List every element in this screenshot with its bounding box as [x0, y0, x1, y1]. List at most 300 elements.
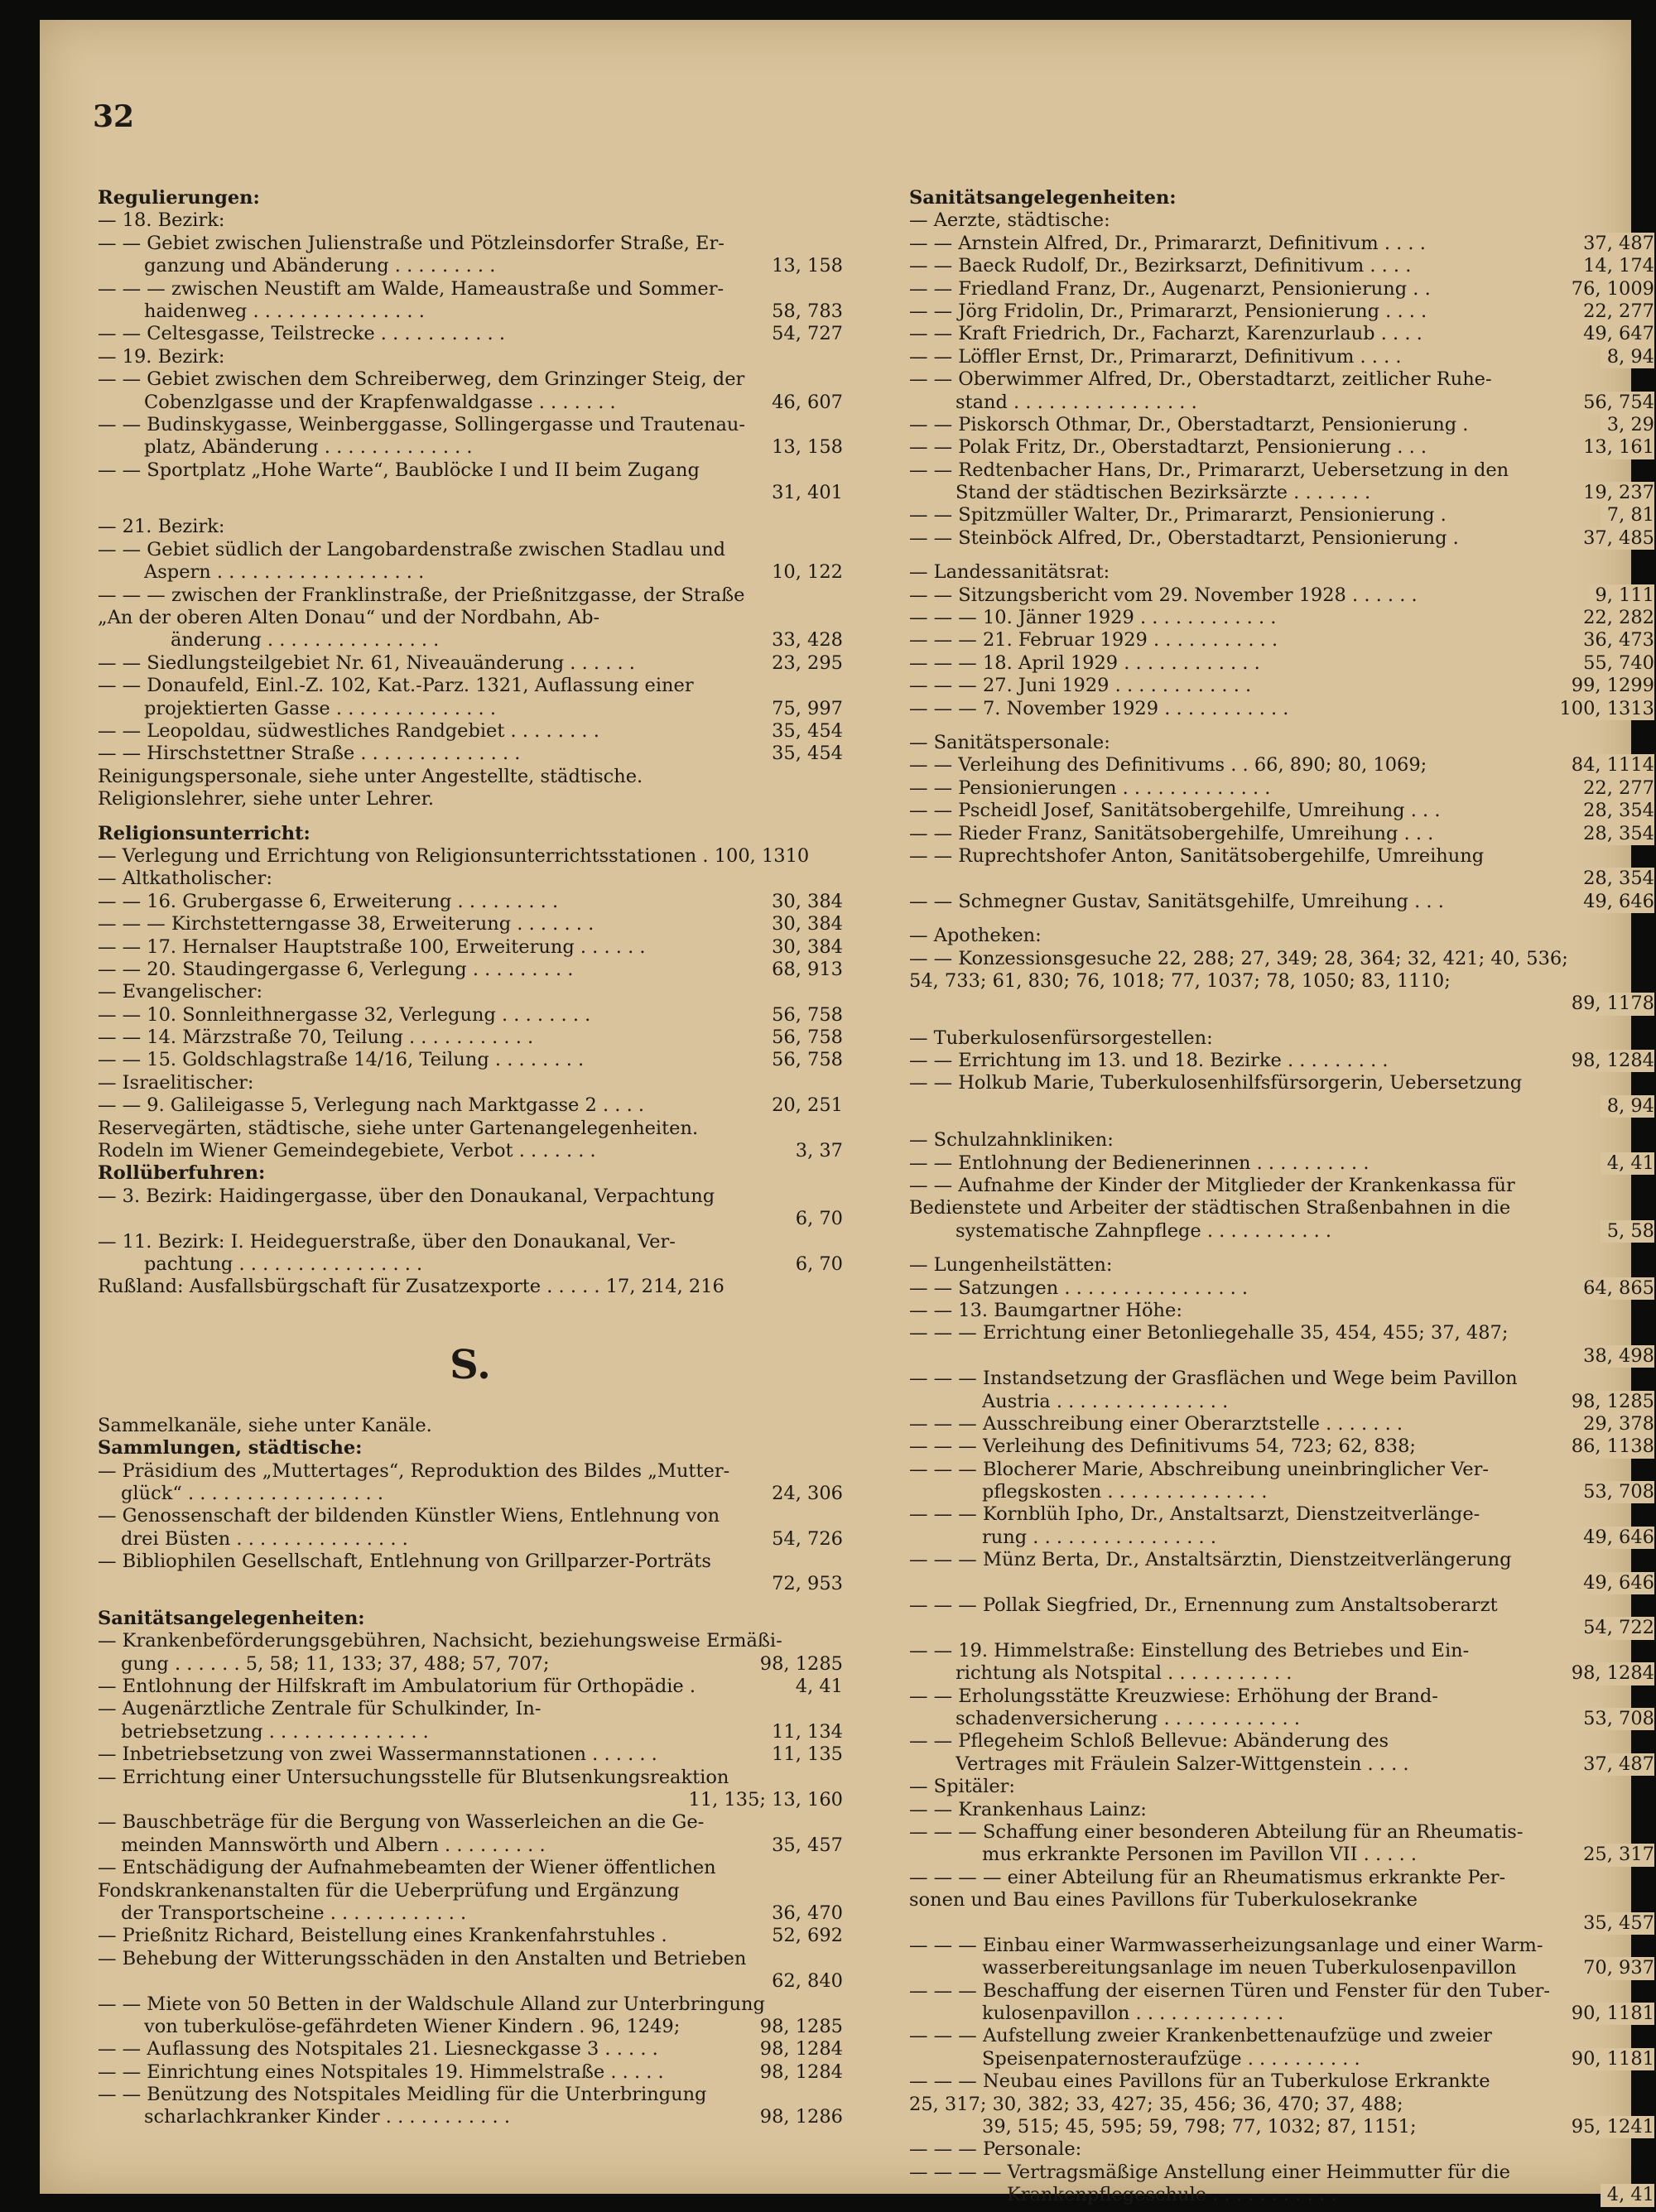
index-entry	[909, 482, 1654, 504]
index-entry	[909, 1594, 1654, 1617]
index-entry	[98, 652, 843, 675]
entry-text: — Lungenheilstätten:	[909, 1254, 1113, 1277]
index-entry	[98, 1049, 843, 1071]
entry-reference: 13, 158	[765, 255, 843, 277]
entry-reference: 5, 58	[1601, 1220, 1654, 1243]
entry-text: — — — Neubau eines Pavillons für an Tuberkulose Erkrankte	[909, 2070, 1490, 2093]
entry-text: — Augenärztliche Zentrale für Schulkinder, In-	[98, 1698, 542, 1720]
entry-reference: 58, 783	[765, 301, 843, 323]
entry-text: Rollüberfuhren:	[98, 1162, 266, 1185]
entry-text: — — Einrichtung eines Notspitales 19. Himmelstraße . . . . .	[98, 2061, 664, 2083]
entry-text: haidenweg . . . . . . . . . . . . . . .	[144, 300, 425, 322]
entry-text: — — Löffler Ernst, Dr., Primararzt, Definitivum . . . .	[909, 345, 1402, 368]
entry-reference: 31, 401	[765, 482, 843, 504]
entry-reference: 35, 454	[765, 743, 843, 765]
index-entry	[98, 1551, 843, 1573]
index-entry	[909, 1095, 1654, 1118]
index-entry	[909, 2094, 1654, 2116]
entry-text: — Aerzte, städtische:	[909, 209, 1110, 232]
entry-reference: 98, 1284	[753, 2061, 843, 2084]
index-entry	[98, 1231, 843, 1253]
index-entry	[98, 2084, 843, 2106]
index-entry	[909, 1277, 1654, 1300]
index-entry	[98, 891, 843, 913]
entry-text: scharlachkranker Kinder . . . . . . . . . . .	[144, 2106, 510, 2128]
index-entry	[98, 2106, 843, 2128]
entry-reference: 9, 111	[1588, 584, 1654, 607]
entry-reference: 30, 384	[765, 913, 843, 935]
index-entry	[98, 1528, 843, 1551]
entry-reference: 98, 1284	[1565, 1050, 1654, 1072]
index-entry	[98, 629, 843, 652]
entry-text: — — Kraft Friedrich, Dr., Facharzt, Karenzurlaub . . . .	[909, 323, 1423, 345]
entry-text: — — Verleihung des Definitivums . . 66, 890; 80, 1069;	[909, 754, 1427, 777]
entry-reference: 36, 473	[1577, 629, 1654, 652]
index-entry	[909, 1050, 1654, 1072]
right-column	[909, 187, 1654, 2207]
index-entry	[98, 1094, 843, 1117]
index-entry	[98, 209, 843, 232]
index-entry	[98, 392, 843, 414]
index-entry	[909, 255, 1654, 277]
entry-text: — — Miete von 50 Betten in der Waldschule Alland zur Unterbringung	[98, 1993, 765, 2015]
entry-reference: 28, 354	[1577, 800, 1654, 822]
entry-text: — — Ruprechtshofer Anton, Sanitätsobergehilfe, Umreihung	[909, 844, 1485, 867]
entry-text: — — Jörg Fridolin, Dr., Primararzt, Pensionierung . . . .	[909, 300, 1427, 322]
index-entry	[98, 720, 843, 743]
entry-text: — — Celtesgasse, Teilstrecke . . . . . . . . . . .	[98, 323, 505, 345]
index-entry	[909, 1072, 1654, 1094]
entry-text: — — — zwischen Neustift am Walde, Hameaustraße und Sommer-	[98, 277, 724, 300]
entry-text: — — Oberwimmer Alfred, Dr., Oberstadtarzt, zeitlicher Ruhe-	[909, 368, 1492, 391]
entry-text: — — Pensionierungen . . . . . . . . . . . . .	[909, 777, 1271, 799]
entry-reference: 8, 94	[1601, 1095, 1654, 1118]
index-entry	[98, 584, 843, 607]
page-number: 32	[93, 99, 135, 134]
index-entry	[98, 675, 843, 697]
entry-text: — — — Beschaffung der eisernen Türen und Fenster für den Tuber-	[909, 1979, 1550, 2002]
entry-text: — — Sportplatz „Hohe Warte“, Baublöcke I und II beim Zugang	[98, 459, 700, 481]
entry-reference: 49, 646	[1577, 1572, 1654, 1594]
entry-text: — — 10. Sonnleithnergasse 32, Verlegung . . . . . . . .	[98, 1003, 591, 1026]
index-entry	[909, 1481, 1654, 1503]
index-entry	[98, 1208, 843, 1230]
index-entry	[98, 1573, 843, 1595]
entry-reference: 72, 953	[765, 1573, 843, 1595]
entry-text: pflegskosten . . . . . . . . . . . . . .	[982, 1481, 1268, 1503]
index-entry	[909, 925, 1654, 947]
entry-text: — — — Kornblüh Ipho, Dr., Anstaltsarzt, Dienstzeitverlänge-	[909, 1503, 1480, 1526]
index-entry	[98, 1767, 843, 1789]
index-entry	[98, 2038, 843, 2061]
index-entry	[909, 823, 1654, 845]
index-entry	[98, 1698, 843, 1720]
entry-text: — Bauschbeträge für die Bergung von Wasserleichen an die Ge-	[98, 1811, 705, 1834]
entry-reference: 30, 384	[765, 891, 843, 913]
entry-text: Reinigungspersonale, siehe unter Angestellte, städtische.	[98, 765, 643, 787]
index-entry	[909, 1254, 1654, 1277]
entry-text: — — — Schaffung einer besonderen Abteilung für an Rheumatis-	[909, 1820, 1524, 1843]
index-entry	[909, 675, 1654, 697]
entry-text: — — — Kirchstetterngasse 38, Erweiterung . . . . . . .	[98, 913, 595, 935]
entry-reference: 20, 251	[765, 1094, 843, 1117]
index-entry	[909, 1549, 1654, 1571]
index-entry	[909, 2116, 1654, 2138]
entry-text: — — Pscheidl Josef, Sanitätsobergehilfe, Umreihung . . .	[909, 800, 1441, 822]
entry-text: — — — Aufstellung zweier Krankenbettenaufzüge und zweier	[909, 2025, 1492, 2047]
index-entry	[909, 323, 1654, 345]
entry-text: — — Donaufeld, Einl.-Z. 102, Kat.-Parz. 1321, Auflassung einer	[98, 675, 694, 697]
index-entry	[98, 698, 843, 720]
index-entry	[909, 436, 1654, 459]
entry-text: — — Gebiet südlich der Langobardenstraße zwischen Stadlau und	[98, 538, 726, 560]
entry-text: Cobenzlgasse und der Krapfenwaldgasse . . . . . . .	[144, 391, 616, 413]
entry-text: — — Gebiet zwischen dem Schreiberweg, dem Grinzinger Steig, der	[98, 368, 745, 391]
index-entry	[98, 1004, 843, 1027]
spacer	[98, 504, 843, 516]
entry-text: — — Spitzmüller Walter, Dr., Primararzt, Pensionierung .	[909, 504, 1447, 527]
entry-reference: 37, 487	[1577, 233, 1654, 255]
index-entry	[909, 584, 1654, 607]
entry-text: stand . . . . . . . . . . . . . . . .	[956, 391, 1197, 413]
entry-reference: 54, 726	[765, 1528, 843, 1551]
index-entry	[98, 1276, 843, 1298]
entry-text: — Krankenbeförderungsgebühren, Nachsicht, beziehungsweise Ermäßi-	[98, 1630, 782, 1652]
index-entry	[98, 1608, 843, 1630]
index-entry	[98, 1027, 843, 1049]
entry-text: gung . . . . . . 5, 58; 11, 133; 37, 488; 57, 707;	[121, 1652, 550, 1675]
index-entry	[98, 1880, 843, 1902]
index-entry	[909, 1027, 1654, 1050]
entry-reference: 49, 646	[1577, 891, 1654, 913]
entry-text: richtung als Notspital . . . . . . . . . . .	[956, 1662, 1293, 1685]
entry-reference: 13, 161	[1577, 436, 1654, 459]
entry-reference: 86, 1138	[1565, 1435, 1654, 1458]
entry-text: 54, 733; 61, 830; 76, 1018; 77, 1037; 78, 1050; 83, 1110;	[909, 969, 1451, 992]
index-entry	[909, 2048, 1654, 2070]
entry-text: — Spitäler:	[909, 1776, 1015, 1798]
index-entry	[98, 743, 843, 765]
entry-text: — — — 7. November 1929 . . . . . . . . . . .	[909, 697, 1289, 719]
entry-text: — Israelitischer:	[98, 1071, 254, 1094]
index-entry	[98, 323, 843, 345]
entry-text: — — — Instandsetzung der Grasflächen und Wege beim Pavillon	[909, 1368, 1518, 1390]
entry-text: — 18. Bezirk:	[98, 209, 225, 232]
index-entry	[98, 1437, 843, 1459]
spacer	[909, 1118, 1654, 1129]
index-entry	[98, 1902, 843, 1925]
entry-reference: 30, 384	[765, 936, 843, 959]
entry-reference: 35, 457	[765, 1835, 843, 1857]
entry-text: — — Erholungsstätte Kreuzwiese: Erhöhung der Brand-	[909, 1685, 1438, 1707]
entry-reference: 90, 1181	[1565, 2048, 1654, 2070]
index-entry	[909, 392, 1654, 414]
index-entry	[909, 1345, 1654, 1368]
entry-text: — — — Ausschreibung einer Oberarztstelle . . . . . . .	[909, 1412, 1403, 1435]
entry-text: — — — — einer Abteilung für an Rheumatismus erkrankte Per-	[909, 1866, 1506, 1888]
entry-reference: 28, 354	[1577, 823, 1654, 845]
entry-reference: 55, 740	[1577, 652, 1654, 675]
entry-text: — — 16. Grubergasse 6, Erweiterung . . . . . . . . .	[98, 890, 559, 912]
entry-text: Speisenpaternosteraufzüge . . . . . . . . . .	[982, 2047, 1360, 2070]
entry-reference: 4, 41	[1601, 2184, 1654, 2206]
entry-text: — — Pflegeheim Schloß Bellevue: Abänderung des	[909, 1730, 1389, 1753]
entry-text: — — Schmegner Gustav, Sanitätsgehilfe, Umreihung . . .	[909, 890, 1444, 912]
entry-reference: 76, 1009	[1565, 278, 1654, 301]
entry-text: Regulierungen:	[98, 187, 260, 209]
entry-text: Rußland: Ausfallsbürgschaft für Zusatzexporte . . . . . 17, 214, 216	[98, 1276, 724, 1298]
entry-text: — — Budinskygasse, Weinberggasse, Sollingergasse und Trautenau-	[98, 413, 745, 435]
index-entry	[909, 845, 1654, 868]
entry-reference: 64, 865	[1577, 1277, 1654, 1300]
index-entry	[98, 1118, 843, 1140]
entry-reference: 23, 295	[765, 652, 843, 675]
index-entry	[909, 891, 1654, 913]
entry-text: — Tuberkulosenfürsorgestellen:	[909, 1027, 1213, 1049]
entry-reference: 29, 378	[1577, 1413, 1654, 1435]
entry-reference: 33, 428	[765, 629, 843, 652]
index-entry	[98, 607, 843, 629]
index-entry	[909, 561, 1654, 584]
entry-text: von tuberkulöse-gefährdeten Wiener Kindern . 96, 1249;	[144, 2015, 681, 2037]
index-entry	[909, 1617, 1654, 1639]
index-entry	[909, 1980, 1654, 2003]
entry-text: betriebsetzung . . . . . . . . . . . . . .	[121, 1720, 429, 1743]
index-entry	[98, 255, 843, 277]
index-entry	[98, 1676, 843, 1698]
index-entry	[909, 948, 1654, 970]
index-entry	[909, 2070, 1654, 2093]
index-entry	[98, 1993, 843, 2016]
entry-text: — Verlegung und Errichtung von Religionsunterrichtsstationen . 100, 1310	[98, 844, 810, 867]
index-entry	[909, 278, 1654, 301]
entry-reference: 56, 758	[765, 1049, 843, 1071]
index-entry	[909, 1527, 1654, 1549]
entry-reference: 95, 1241	[1565, 2116, 1654, 2138]
index-entry	[98, 1460, 843, 1483]
index-entry	[98, 278, 843, 301]
entry-text: rung . . . . . . . . . . . . . . . .	[982, 1526, 1217, 1548]
entry-text: — — Arnstein Alfred, Dr., Primararzt, Definitivum . . . .	[909, 232, 1426, 254]
entry-text: — — — 10. Jänner 1929 . . . . . . . . . . . .	[909, 607, 1277, 629]
entry-reference: 98, 1285	[753, 2016, 843, 2038]
index-entry	[98, 1505, 843, 1527]
index-entry	[909, 993, 1654, 1015]
index-entry	[909, 1391, 1654, 1413]
index-entry	[909, 1708, 1654, 1730]
index-entry	[909, 2003, 1654, 2025]
entry-text: Sammelkanäle, siehe unter Kanäle.	[98, 1414, 432, 1436]
entry-reference: 35, 454	[765, 720, 843, 743]
index-entry	[909, 800, 1654, 822]
entry-reference: 11, 135; 13, 160	[682, 1789, 844, 1811]
entry-text: Sammlungen, städtische:	[98, 1437, 363, 1459]
entry-reference: 35, 457	[1577, 1912, 1654, 1935]
spacer	[909, 1243, 1654, 1254]
entry-text: — — Auflassung des Notspitales 21. Liesneckgasse 3 . . . . .	[98, 2038, 658, 2061]
index-entry	[98, 482, 843, 504]
entry-text: Rodeln im Wiener Gemeindegebiete, Verbot . . . . . . .	[98, 1140, 596, 1162]
entry-reference: 84, 1114	[1565, 754, 1654, 777]
entry-reference: 28, 354	[1577, 868, 1654, 890]
left-column	[98, 187, 843, 2129]
entry-text: pachtung . . . . . . . . . . . . . . . .	[144, 1253, 423, 1275]
entry-text: — — — 21. Februar 1929 . . . . . . . . . . .	[909, 629, 1278, 652]
entry-reference: 37, 487	[1577, 1753, 1654, 1776]
entry-text: sonen und Bau eines Pavillons für Tuberkulosekranke	[909, 1889, 1418, 1911]
index-entry	[909, 652, 1654, 675]
entry-text: — — Holkub Marie, Tuberkulosenhilfsfürsorgerin, Uebersetzung	[909, 1072, 1523, 1094]
entry-reference: 54, 722	[1577, 1617, 1654, 1639]
entry-reference: 3, 29	[1601, 414, 1654, 436]
index-entry	[909, 527, 1654, 550]
index-entry	[909, 1220, 1654, 1243]
entry-reference: 99, 1299	[1565, 675, 1654, 697]
index-entry	[98, 1185, 843, 1208]
entry-text: — — — 18. April 1929 . . . . . . . . . . . .	[909, 652, 1260, 674]
index-entry	[909, 1821, 1654, 1844]
section-letter: S.	[450, 1341, 491, 1388]
entry-text: — — — Verleihung des Definitivums 54, 723; 62, 838;	[909, 1435, 1416, 1458]
entry-text: — Entschädigung der Aufnahmebeamten der Wiener öffentlichen	[98, 1857, 716, 1879]
entry-reference: 100, 1313	[1552, 698, 1654, 720]
entry-text: „An der oberen Alten Donau“ und der Nordbahn, Ab-	[98, 607, 600, 629]
entry-text: wasserbereitungsanlage im neuen Tuberkulosenpavillon	[982, 1957, 1517, 1979]
entry-reference: 56, 754	[1577, 392, 1654, 414]
entry-text: — — 9. Galileigasse 5, Verlegung nach Marktgasse 2 . . . .	[98, 1094, 645, 1117]
entry-text: Fondskrankenanstalten für die Ueberprüfung und Ergänzung	[98, 1879, 680, 1902]
entry-text: Stand der städtischen Bezirksärzte . . . . . . .	[956, 482, 1371, 504]
entry-text: 25, 317; 30, 382; 33, 427; 35, 456; 36, 470; 37, 488;	[909, 2093, 1403, 2115]
entry-text: glück“ . . . . . . . . . . . . . . . . .	[121, 1482, 383, 1504]
entry-reference: 6, 70	[789, 1253, 843, 1276]
index-entry	[98, 1789, 843, 1811]
index-entry	[909, 698, 1654, 720]
index-entry	[909, 607, 1654, 629]
index-entry	[909, 346, 1654, 368]
entry-text: — — Siedlungsteilgebiet Nr. 61, Niveauänderung . . . . . .	[98, 652, 635, 674]
index-entry	[909, 1844, 1654, 1866]
entry-text: — — — 27. Juni 1929 . . . . . . . . . . . .	[909, 675, 1252, 697]
entry-text: — — Aufnahme der Kinder der Mitglieder der Krankenkassa für	[909, 1175, 1515, 1197]
entry-reference: 75, 997	[765, 698, 843, 720]
index-entry	[98, 981, 843, 1003]
entry-text: Reservegärten, städtische, siehe unter Gartenangelegenheiten.	[98, 1117, 699, 1139]
index-entry	[909, 2162, 1654, 2184]
entry-text: Religionsunterricht:	[98, 822, 310, 844]
index-entry	[909, 1912, 1654, 1935]
entry-text: — 3. Bezirk: Haidingergasse, über den Donaukanal, Verpachtung	[98, 1185, 715, 1207]
index-entry	[98, 414, 843, 436]
entry-text: — Genossenschaft der bildenden Künstler Wiens, Entlehnung von	[98, 1505, 720, 1527]
index-entry	[98, 459, 843, 482]
entry-reference: 19, 237	[1577, 482, 1654, 504]
index-entry	[98, 301, 843, 323]
entry-text: — Schulzahnkliniken:	[909, 1129, 1114, 1152]
index-entry	[909, 1572, 1654, 1594]
index-entry	[909, 1197, 1654, 1219]
entry-text: platz, Abänderung . . . . . . . . . . . . .	[144, 436, 473, 459]
index-entry	[909, 1640, 1654, 1662]
index-entry	[909, 868, 1654, 890]
index-entry	[98, 1162, 843, 1185]
entry-text: — — 19. Himmelstraße: Einstellung des Betriebes und Ein-	[909, 1639, 1470, 1661]
entry-text: — — — Personale:	[909, 2138, 1082, 2161]
entry-text: — 11. Bezirk: I. Heideguerstraße, über den Donaukanal, Ver-	[98, 1230, 676, 1253]
index-entry	[98, 1925, 843, 1947]
entry-text: — — Piskorsch Othmar, Dr., Oberstadtarzt, Pensionierung .	[909, 413, 1469, 435]
entry-text: Austria . . . . . . . . . . . . . . .	[982, 1390, 1229, 1412]
index-entry	[98, 936, 843, 959]
entry-text: — Apotheken:	[909, 925, 1042, 947]
index-entry	[909, 1300, 1654, 1322]
entry-text: drei Büsten . . . . . . . . . . . . . . .	[121, 1527, 408, 1550]
entry-text: — — — — Vertragsmäßige Anstellung einer Heimmutter für die	[909, 2161, 1510, 2183]
entry-reference: 52, 692	[765, 1925, 843, 1947]
entry-reference: 98, 1284	[753, 2038, 843, 2061]
index-entry	[909, 187, 1654, 209]
entry-text: — — Baeck Rudolf, Dr., Bezirksarzt, Definitivum . . . .	[909, 255, 1412, 277]
entry-text: — — Satzungen . . . . . . . . . . . . . . . .	[909, 1277, 1249, 1299]
entry-text: — — Leopoldau, südwestliches Randgebiet . . . . . . . .	[98, 719, 599, 742]
entry-reference: 89, 1178	[1565, 993, 1654, 1015]
entry-text: systematische Zahnpflege . . . . . . . . . . .	[956, 1219, 1332, 1242]
index-entry	[98, 516, 843, 538]
index-entry	[98, 1253, 843, 1276]
page-sheet	[40, 20, 1654, 2206]
entry-text: — — Konzessionsgesuche 22, 288; 27, 349; 28, 364; 32, 421; 40, 536;	[909, 947, 1568, 969]
entry-text: — 19. Bezirk:	[98, 345, 225, 368]
spacer	[98, 1596, 843, 1608]
entry-text: — Inbetriebsetzung von zwei Wassermannstationen . . . . . .	[98, 1743, 657, 1766]
entry-text: Aspern . . . . . . . . . . . . . . . . . .	[144, 561, 425, 584]
index-entry	[909, 1957, 1654, 1979]
index-entry	[98, 436, 843, 459]
index-entry	[98, 539, 843, 561]
index-entry	[909, 754, 1654, 777]
spacer	[98, 811, 843, 823]
index-entry	[98, 1140, 843, 1162]
entry-reference: 22, 277	[1577, 301, 1654, 323]
index-entry	[909, 368, 1654, 391]
entry-reference: 98, 1286	[753, 2106, 843, 2128]
index-entry	[98, 868, 843, 890]
entry-text: — — — Blocherer Marie, Abschreibung uneinbringlicher Ver-	[909, 1458, 1489, 1480]
entry-reference: 11, 135	[765, 1743, 843, 1766]
entry-reference: 3, 37	[789, 1140, 843, 1162]
index-entry	[909, 732, 1654, 754]
entry-text: — — Gebiet zwischen Julienstraße und Pötzleinsdorfer Straße, Er-	[98, 232, 724, 254]
entry-reference: 36, 470	[765, 1902, 843, 1925]
index-entry	[909, 1776, 1654, 1798]
entry-reference: 38, 498	[1577, 1345, 1654, 1368]
index-entry	[98, 1483, 843, 1505]
entry-text: — — Benützung des Notspitales Meidling für die Unterbringung	[98, 2084, 707, 2106]
index-entry	[909, 233, 1654, 255]
index-entry	[909, 777, 1654, 800]
entry-reference: 54, 727	[765, 323, 843, 345]
index-entry	[909, 414, 1654, 436]
entry-text: — — Steinböck Alfred, Dr., Oberstadtarzt, Pensionierung .	[909, 527, 1459, 549]
entry-text: — Bibliophilen Gesellschaft, Entlehnung von Grillparzer-Porträts	[98, 1551, 711, 1573]
entry-reference: 98, 1284	[1565, 1662, 1654, 1685]
entry-text: schadenversicherung . . . . . . . . . . . .	[956, 1708, 1300, 1729]
index-entry	[909, 1889, 1654, 1911]
index-entry	[909, 1730, 1654, 1753]
entry-text: — — Redtenbacher Hans, Dr., Primararzt, Uebersetzung in den	[909, 459, 1509, 481]
index-entry	[909, 504, 1654, 527]
entry-reference: 11, 134	[765, 1721, 843, 1743]
